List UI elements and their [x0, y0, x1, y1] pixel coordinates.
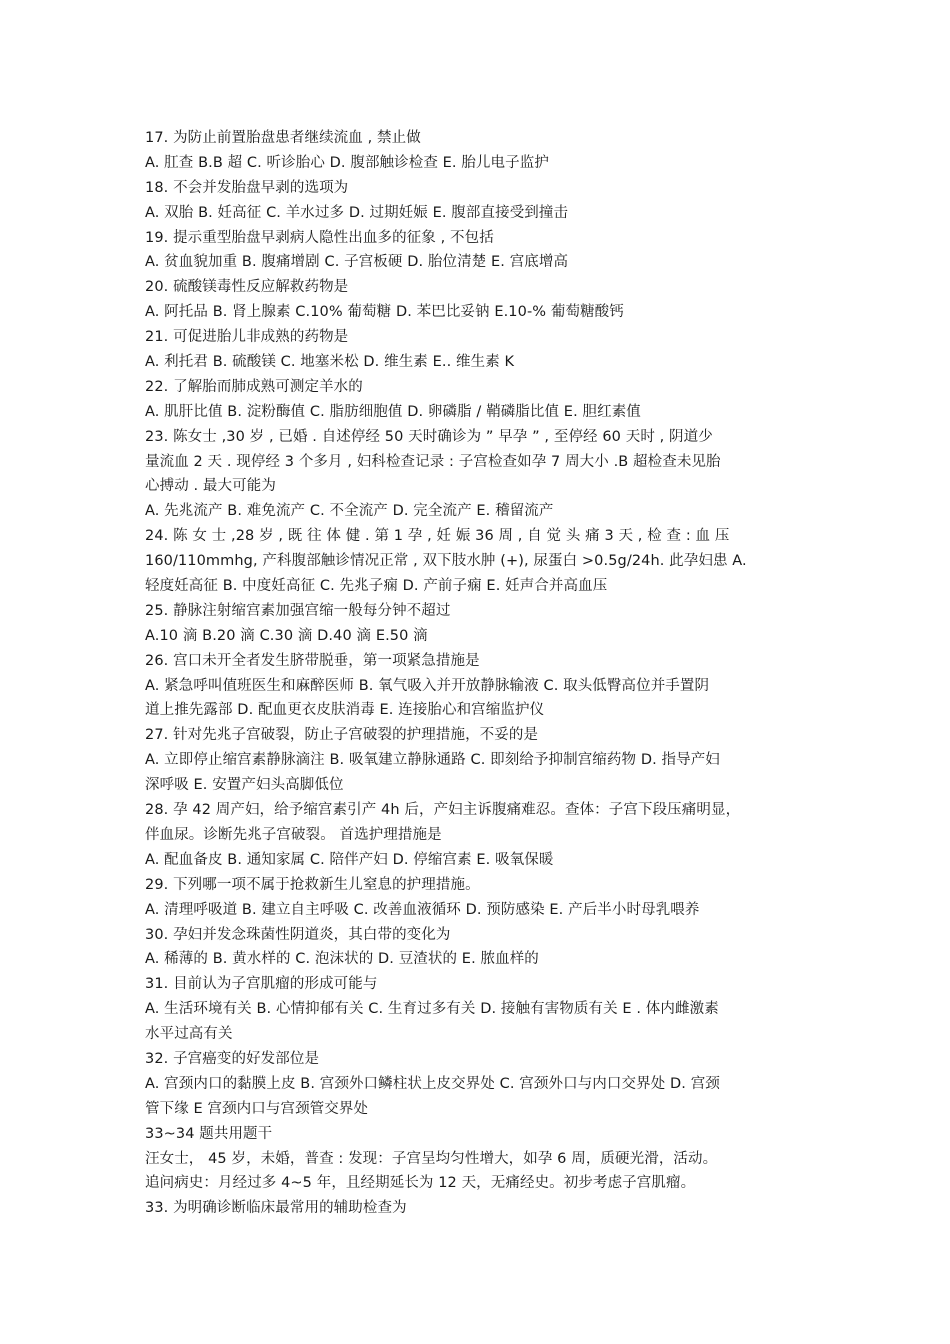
- text-line: A. 生活环境有关 B. 心情抑郁有关 C. 生育过多有关 D. 接触有害物质有关 E . 体内雌激素: [145, 1001, 719, 1018]
- text-line: 24. 陈 女 士 ,28 岁 , 既 往 体 健 . 第 1 孕 , 妊 娠 36 周 , 自 觉 头 痛 3 天 , 检 查 : 血 压: [145, 528, 730, 545]
- text-line: 心搏动 . 最大可能为: [145, 478, 276, 495]
- question-text-body: [145, 126, 815, 1221]
- text-line: A. 阿托品 B. 肾上腺素 C.10% 葡萄糖 D. 苯巴比妥钠 E.10-% 葡萄糖酸钙: [145, 304, 624, 321]
- text-line: 30. 孕妇并发念珠菌性阴道炎，其白带的变化为: [145, 926, 451, 943]
- text-line: 21. 可促进胎儿非成熟的药物是: [145, 329, 349, 346]
- text-line: A.10 滴 B.20 滴 C.30 滴 D.40 滴 E.50 滴: [145, 627, 428, 644]
- text-line: A. 稀薄的 B. 黄水样的 C. 泡沫状的 D. 豆渣状的 E. 脓血样的: [145, 951, 539, 968]
- text-line: A. 立即停止缩宫素静脉滴注 B. 吸氧建立静脉通路 C. 即刻给予抑制宫缩药物 D. 指导产妇: [145, 752, 720, 769]
- text-line: A. 双胎 B. 妊高征 C. 羊水过多 D. 过期妊娠 E. 腹部直接受到撞击: [145, 204, 569, 221]
- text-line: 道上推先露部 D. 配血更衣皮肤消毒 E. 连接胎心和宫缩监护仪: [145, 702, 545, 719]
- text-line: 26. 宫口未开全者发生脐带脱垂，第一项紧急措施是: [145, 652, 480, 669]
- text-line: 汪女士， 45 岁，未婚，普查 : 发现：子宫呈均匀性增大，如孕 6 周，质硬光滑，活动。: [145, 1150, 718, 1167]
- text-line: 深呼吸 E. 安置产妇头高脚低位: [145, 777, 344, 794]
- text-line: 水平过高有关: [145, 1026, 233, 1043]
- text-line: 伴血尿。诊断先兆子宫破裂。 首选护理措施是: [145, 826, 442, 843]
- text-line: 17. 为防止前置胎盘患者继续流血 , 禁止做: [145, 130, 421, 146]
- text-line: A. 紧急呼叫值班医生和麻醉医师 B. 氧气吸入并开放静脉输液 C. 取头低臀高位并手置阴: [145, 677, 710, 694]
- text-line: A. 肛查 B.B 超 C. 听诊胎心 D. 腹部触诊检查 E. 胎儿电子监护: [145, 154, 549, 171]
- text-line: 20. 硫酸镁毒性反应解救药物是: [145, 279, 349, 296]
- text-line: 29. 下列哪一项不属于抢救新生儿窒息的护理措施。: [145, 876, 480, 893]
- text-line: 22. 了解胎而肺成熟可测定羊水的: [145, 378, 363, 395]
- text-line: A. 贫血貌加重 B. 腹痛增剧 C. 子宫板硬 D. 胎位清楚 E. 宫底增高: [145, 254, 569, 271]
- text-line: 27. 针对先兆子宫破裂，防止子宫破裂的护理措施，不妥的是: [145, 727, 539, 744]
- text-line: A. 宫颈内口的黏膜上皮 B. 宫颈外口鳞柱状上皮交界处 C. 宫颈外口与内口交界处 D. 宫颈: [145, 1075, 720, 1092]
- text-line: 28. 孕 42 周产妇，给予缩宫素引产 4h 后，产妇主诉腹痛难忍。查体：子宫下段压痛明显，: [145, 802, 741, 819]
- text-line: A. 先兆流产 B. 难免流产 C. 不全流产 D. 完全流产 E. 稽留流产: [145, 503, 554, 520]
- text-line: 管下缘 E 宫颈内口与宫颈管交界处: [145, 1100, 369, 1117]
- text-line: 19. 提示重型胎盘早剥病人隐性出血多的征象 , 不包括: [145, 229, 494, 246]
- text-line: 轻度妊高征 B. 中度妊高征 C. 先兆子痫 D. 产前子痫 E. 妊声合并高血压: [145, 578, 608, 595]
- text-line: 量流血 2 天 . 现停经 3 个多月 , 妇科检查记录 : 子宫检查如孕 7 周大小 .B 超检查未见胎: [145, 453, 721, 470]
- text-line: 追问病史：月经过多 4~5 年，且经期延长为 12 天，无痛经史。初步考虑子宫肌瘤。: [145, 1175, 696, 1192]
- text-line: 31. 目前认为子宫肌瘤的形成可能与: [145, 976, 378, 993]
- text-line: 32. 子宫癌变的好发部位是: [145, 1050, 320, 1067]
- text-line: 23. 陈女士 ,30 岁 , 已婚 . 自述停经 50 天时确诊为 ” 早孕 ” , 至停经 60 天时 , 阴道少: [145, 428, 713, 445]
- text-line: 33. 为明确诊断临床最常用的辅助检查为: [145, 1200, 407, 1217]
- text-line: A. 肌肝比值 B. 淀粉酶值 C. 脂肪细胞值 D. 卵磷脂 / 鞘磷脂比值 E. 胆红素值: [145, 403, 641, 420]
- text-line: 33~34 题共用题干: [145, 1125, 273, 1142]
- text-line: 18. 不会并发胎盘早剥的选项为: [145, 179, 349, 196]
- text-line: 160/110mmhg, 产科腹部触诊情况正常 , 双下肢水肿 (+), 尿蛋白 >0.5g/24h. 此孕妇患 A.: [145, 553, 747, 570]
- text-line: 25. 静脉注射缩宫素加强宫缩一般每分钟不超过: [145, 602, 451, 619]
- text-line: A. 清理呼吸道 B. 建立自主呼吸 C. 改善血液循环 D. 预防感染 E. 产后半小时母乳喂养: [145, 901, 700, 918]
- text-line: A. 利托君 B. 硫酸镁 C. 地塞米松 D. 维生素 E.. 维生素 K: [145, 354, 515, 371]
- text-line: A. 配血备皮 B. 通知家属 C. 陪伴产妇 D. 停缩宫素 E. 吸氧保暖: [145, 851, 554, 868]
